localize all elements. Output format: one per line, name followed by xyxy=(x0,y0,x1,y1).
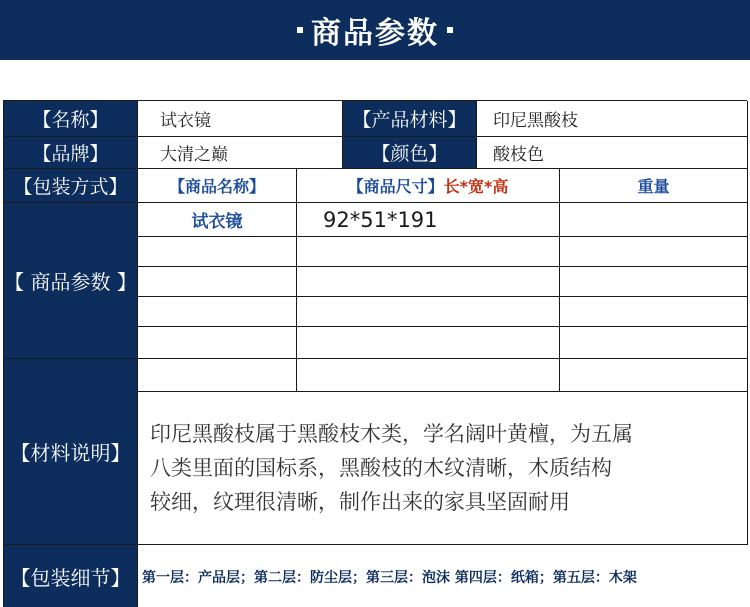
header-banner xyxy=(0,0,750,60)
header-weight: 重量 xyxy=(560,169,748,203)
param-row-5-name xyxy=(138,327,297,359)
name-label: 【名称】 xyxy=(4,101,138,137)
header-size-prefix: 【商品尺寸】 xyxy=(347,177,444,196)
param-row-6-weight xyxy=(560,359,748,392)
packaging-detail-text: 第一层：产品层；第二层：防尘层；第三层：泡沫 第四层：纸箱；第五层：木架 xyxy=(138,545,748,607)
color-value: 酸枝色 xyxy=(477,137,748,169)
param-row-5-weight xyxy=(560,327,748,359)
param-row-2-name xyxy=(138,237,297,267)
header-product-name: 【商品名称】 xyxy=(138,169,297,203)
product-params-table xyxy=(3,100,747,607)
param-row-3-size xyxy=(297,267,560,297)
params-section-label: 【 商品参数 】 xyxy=(4,203,138,359)
param-row-2-weight xyxy=(560,237,748,267)
param-row-4-size xyxy=(297,297,560,327)
header-product-size xyxy=(297,169,560,203)
param-row-2-size xyxy=(297,237,560,267)
material-value: 印尼黑酸枝 xyxy=(477,101,748,137)
title-dot-right xyxy=(447,27,453,33)
param-row-3-name xyxy=(138,267,297,297)
material-label: 【产品材料】 xyxy=(343,101,477,137)
material-line-2: 八类里面的国标系，黑酸枝的木纹清晰，木质结构 xyxy=(150,456,612,480)
packaging-detail-label: 【包装细节】 xyxy=(4,545,138,607)
brand-value: 大清之巅 xyxy=(138,137,343,169)
page-title: 商品参数 xyxy=(311,16,439,51)
title-dot-left xyxy=(297,27,303,33)
page-title-wrap xyxy=(297,8,453,52)
param-row-6-name xyxy=(138,359,297,392)
param-row-1-weight xyxy=(560,203,748,237)
material-info-label: 【材料说明】 xyxy=(4,359,138,545)
material-description xyxy=(138,392,748,545)
material-line-1: 印尼黑酸枝属于黑酸枝木类，学名阔叶黄檀，为五属 xyxy=(150,422,633,446)
param-row-5-size xyxy=(297,327,560,359)
material-line-3: 较细，纹理很清晰，制作出来的家具坚固耐用 xyxy=(150,490,570,514)
header-size-dims: 长*宽*高 xyxy=(443,177,509,196)
param-row-1-size: 92*51*191 xyxy=(297,203,560,237)
color-label: 【颜色】 xyxy=(343,137,477,169)
name-value: 试衣镜 xyxy=(138,101,343,137)
param-row-6-size xyxy=(297,359,560,392)
brand-label: 【品牌】 xyxy=(4,137,138,169)
param-row-3-weight xyxy=(560,267,748,297)
param-row-1-name: 试衣镜 xyxy=(138,203,297,237)
packaging-label: 【包装方式】 xyxy=(4,169,138,203)
param-row-4-weight xyxy=(560,297,748,327)
param-row-4-name xyxy=(138,297,297,327)
